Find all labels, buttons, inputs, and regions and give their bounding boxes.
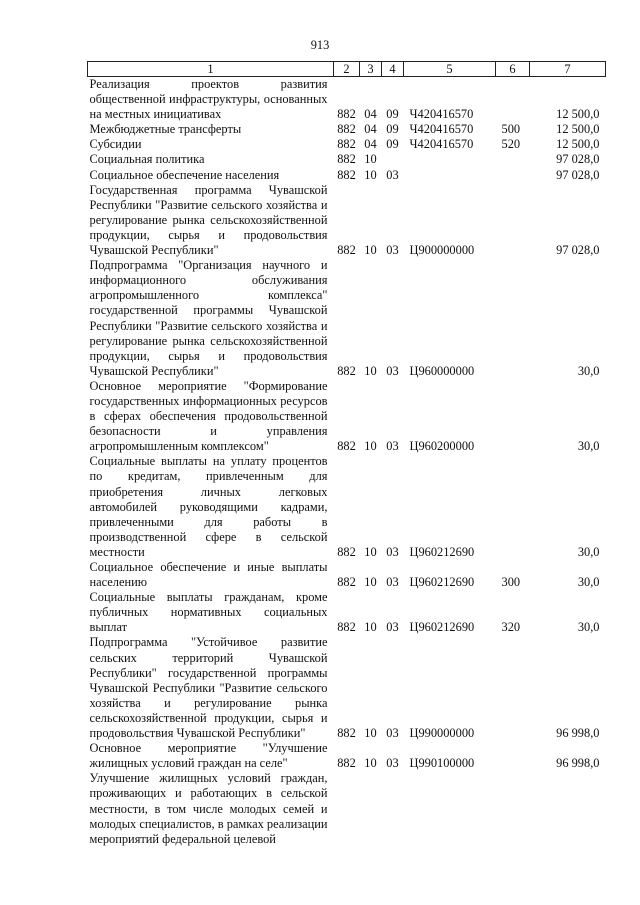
expense-type-code xyxy=(496,379,530,454)
amount: 96 998,0 xyxy=(556,756,600,771)
section-code: 10 xyxy=(364,726,377,741)
budget-table xyxy=(87,61,606,847)
amount: 12 500,0 xyxy=(556,107,600,122)
section-code xyxy=(360,771,382,846)
amount: 97 028,0 xyxy=(556,167,600,182)
target-article-code: Ц960000000 xyxy=(409,363,475,378)
expense-type-code xyxy=(496,183,530,258)
amount: 12 500,0 xyxy=(556,137,600,152)
table-row xyxy=(88,379,606,454)
item-name: Реализация проектов развития общественной инфраструктуры, основанных на местных инициативах xyxy=(89,77,328,122)
target-article-code: Ч420416570 xyxy=(409,122,474,137)
target-article-code: Ц960200000 xyxy=(409,439,475,454)
subsection-code: 03 xyxy=(386,756,399,771)
subsection-code xyxy=(382,152,404,167)
expense-type-code xyxy=(496,168,530,183)
expense-type-code xyxy=(496,771,530,846)
item-name: Социальные выплаты на уплату процентов по кредитам, привлеченным для приобретения личных легковых автомобилей руководящими кадрами, привлеченными для работы в производственной сфере в сельской местности xyxy=(89,454,328,559)
amount: 30,0 xyxy=(577,544,600,559)
page-number: 913 xyxy=(310,38,330,52)
ministry-code: 882 xyxy=(337,167,356,182)
table-row xyxy=(88,183,606,258)
section-code: 10 xyxy=(364,620,377,635)
header-col-1: 1 xyxy=(88,62,334,77)
section-code: 10 xyxy=(364,363,377,378)
item-name: Субсидии xyxy=(89,137,142,152)
expense-type-code xyxy=(496,741,530,771)
subsection-code: 09 xyxy=(386,137,399,152)
expense-type-code: 320 xyxy=(501,620,521,635)
target-article-code: Ц990000000 xyxy=(409,726,475,741)
ministry-code: 882 xyxy=(337,439,356,454)
target-article-code: Ц960212690 xyxy=(409,544,475,559)
item-name: Основное мероприятие "Улучшение жилищных условий граждан на селе" xyxy=(89,741,328,771)
subsection-code: 09 xyxy=(386,122,399,137)
subsection-code: 03 xyxy=(386,439,399,454)
subsection-code: 03 xyxy=(386,575,399,590)
expense-type-code: 500 xyxy=(501,122,521,137)
amount: 12 500,0 xyxy=(556,122,600,137)
ministry-code: 882 xyxy=(337,544,356,559)
table-row xyxy=(88,122,606,137)
header-col-5: 5 xyxy=(404,62,496,77)
table-row xyxy=(88,152,606,167)
header-row xyxy=(88,62,606,77)
item-name: Социальное обеспечение населения xyxy=(89,167,280,182)
item-name: Основное мероприятие "Формирование государственных информационных ресурсов в сферах обеспечения продовольственной безопасности и управления агропромышленным комплексом" xyxy=(89,378,328,454)
target-article-code xyxy=(404,152,496,167)
ministry-code: 882 xyxy=(337,756,356,771)
section-code: 04 xyxy=(364,107,377,122)
expense-type-code xyxy=(496,77,530,123)
item-name: Социальные выплаты гражданам, кроме публичных нормативных социальных выплат xyxy=(89,590,328,635)
item-name: Подпрограмма "Организация научного и информационного обслуживания агропромышленного комплекса" государственной программы Чувашской Республики "Развитие сельского хозяйства и регулирование рынка сельскохозяйственной продукции, сырья и продовольствия Чувашской Республики" xyxy=(89,258,328,378)
subsection-code: 03 xyxy=(386,243,399,258)
section-code: 04 xyxy=(364,122,377,137)
ministry-code: 882 xyxy=(337,137,356,152)
expense-type-code xyxy=(496,258,530,379)
section-code: 04 xyxy=(364,137,377,152)
table-row xyxy=(88,635,606,741)
expense-type-code xyxy=(496,152,530,167)
section-code: 10 xyxy=(364,575,377,590)
subsection-code: 03 xyxy=(386,363,399,378)
item-name: Улучшение жилищных условий граждан, проживающих и работающих в сельской местности, в том числе молодых семей и молодых специалистов, в рамках реализации мероприятий федеральной целевой xyxy=(89,771,328,846)
ministry-code: 882 xyxy=(337,122,356,137)
amount xyxy=(530,771,606,846)
ministry-code: 882 xyxy=(337,726,356,741)
section-code: 10 xyxy=(364,167,377,182)
header-col-2: 2 xyxy=(334,62,360,77)
header-col-4: 4 xyxy=(382,62,404,77)
table-header xyxy=(88,62,606,77)
subsection-code: 03 xyxy=(386,167,399,182)
section-code: 10 xyxy=(364,243,377,258)
target-article-code: Ч420416570 xyxy=(409,107,474,122)
table-row xyxy=(88,258,606,379)
target-article-code xyxy=(404,771,496,846)
amount: 30,0 xyxy=(577,439,600,454)
expense-type-code xyxy=(496,454,530,560)
subsection-code: 03 xyxy=(386,726,399,741)
section-code: 10 xyxy=(364,756,377,771)
ministry-code: 882 xyxy=(337,575,356,590)
table-body xyxy=(88,77,606,847)
amount: 30,0 xyxy=(577,363,600,378)
ministry-code: 882 xyxy=(337,152,356,167)
item-name: Государственная программа Чувашской Республики "Развитие сельского хозяйства и регулирование рынка сельскохозяйственной продукции, сырья и продовольствия Чувашской Республики" xyxy=(89,182,328,258)
expense-type-code xyxy=(496,635,530,741)
expense-type-code: 520 xyxy=(501,137,521,152)
table-row xyxy=(88,454,606,560)
item-name: Межбюджетные трансферты xyxy=(89,122,242,137)
target-article-code: Ц990100000 xyxy=(409,756,475,771)
item-name: Социальная политика xyxy=(89,152,205,167)
ministry-code: 882 xyxy=(337,620,356,635)
header-col-6: 6 xyxy=(496,62,530,77)
target-article-code xyxy=(404,168,496,183)
amount: 97 028,0 xyxy=(556,243,600,258)
header-col-3: 3 xyxy=(360,62,382,77)
ministry-code: 882 xyxy=(337,107,356,122)
ministry-code: 882 xyxy=(337,243,356,258)
section-code: 10 xyxy=(364,544,377,559)
table-row xyxy=(88,771,606,846)
section-code: 10 xyxy=(364,152,377,167)
section-code: 10 xyxy=(364,439,377,454)
table-row xyxy=(88,741,606,771)
table-row xyxy=(88,77,606,123)
subsection-code xyxy=(382,771,404,846)
header-col-7: 7 xyxy=(530,62,606,77)
target-article-code: Ц960212690 xyxy=(409,575,475,590)
subsection-code: 03 xyxy=(386,544,399,559)
item-name: Социальное обеспечение и иные выплаты населению xyxy=(89,560,328,590)
amount: 30,0 xyxy=(577,620,600,635)
item-name: Подпрограмма "Устойчивое развитие сельских территорий Чувашской Республики" государственной программы Чувашской Республики "Развитие сельского хозяйства и регулирование рынка сельскохозяйственной продукции, сырья и продовольствия Чувашской Республики" xyxy=(89,635,328,741)
ministry-code: 882 xyxy=(337,363,356,378)
target-article-code: Ц900000000 xyxy=(409,243,475,258)
table-row xyxy=(88,560,606,590)
ministry-code xyxy=(334,771,360,846)
subsection-code: 09 xyxy=(386,107,399,122)
target-article-code: Ц960212690 xyxy=(409,620,475,635)
expense-type-code: 300 xyxy=(501,575,521,590)
amount: 97 028,0 xyxy=(556,152,600,167)
subsection-code: 03 xyxy=(386,620,399,635)
table-row xyxy=(88,168,606,183)
table-row xyxy=(88,590,606,635)
amount: 30,0 xyxy=(577,575,600,590)
target-article-code: Ч420416570 xyxy=(409,137,474,152)
table-row xyxy=(88,137,606,152)
amount: 96 998,0 xyxy=(556,726,600,741)
